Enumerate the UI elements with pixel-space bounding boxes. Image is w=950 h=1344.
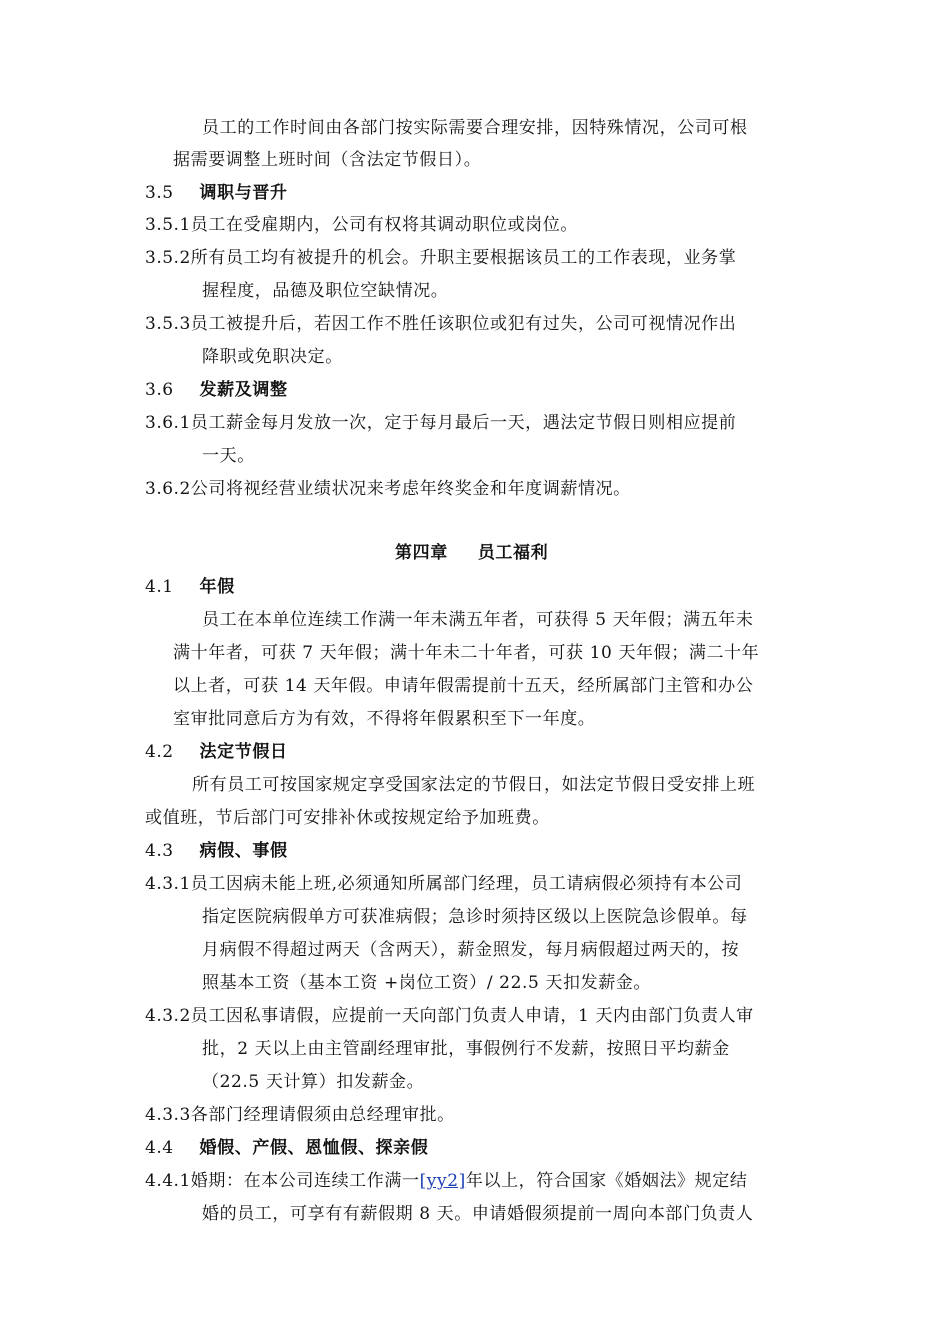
clause-4-3-1 (145, 872, 742, 896)
section-number: 4.2 (145, 742, 174, 762)
section-heading-3-6 (145, 378, 288, 402)
clause-number: 4.3.2 (145, 1006, 191, 1026)
clause-3-5-2 (145, 246, 736, 270)
clause-number: 4.4.1 (145, 1171, 191, 1191)
clause-text: 员工因病未能上班,必须通知所属部门经理，员工请病假必须持有本公司 (190, 874, 743, 894)
clause-text: 公司将视经营业绩状况来考虑年终奖金和年度调薪情况。 (190, 479, 631, 499)
section-title: 调职与晋升 (199, 183, 288, 203)
section-heading-3-5 (145, 181, 288, 205)
clause-text: 所有员工均有被提升的机会。升职主要根据该员工的工作表现，业务掌 (190, 248, 737, 268)
clause-3-5-3 (145, 312, 736, 336)
section-title: 发薪及调整 (199, 380, 288, 400)
clause-text-continued: 握程度，品德及职位空缺情况。 (202, 281, 449, 301)
clause-number: 3.5.3 (145, 314, 191, 334)
clause-text-continued: 降职或免职决定。 (202, 347, 343, 367)
clause-text-continued: 照基本工资（基本工资 +岗位工资）/ 22.5 天扣发薪金。 (202, 973, 652, 993)
chapter-heading (395, 541, 548, 565)
section-title: 婚假、产假、恩恤假、探亲假 (199, 1138, 429, 1158)
clause-text-continued: 婚的员工，可享有有薪假期 8 天。申请婚假须提前一周向本部门负责人 (202, 1204, 754, 1224)
section-heading-4-2 (145, 740, 288, 764)
section-heading-4-4 (145, 1136, 428, 1160)
section-number: 4.3 (145, 841, 174, 861)
clause-number: 3.6.2 (145, 479, 191, 499)
chapter-label: 第四章 (395, 543, 448, 563)
section-number: 4.1 (145, 577, 174, 597)
clause-number: 3.5.1 (145, 215, 191, 235)
clause-text: 员工被提升后，若因工作不胜任该职位或犯有过失，公司可视情况作出 (190, 314, 737, 334)
clause-text: 员工在受雇期内，公司有权将其调动职位或岗位。 (190, 215, 578, 235)
section-title: 法定节假日 (199, 742, 288, 762)
comment-reference-link[interactable]: [yy2] (419, 1171, 466, 1191)
clause-text-continued: 指定医院病假单方可获准病假；急诊时须持区级以上医院急诊假单。每 (202, 907, 748, 927)
section-title: 病假、事假 (199, 841, 288, 861)
clause-4-3-2 (145, 1004, 754, 1028)
clause-4-3-3 (145, 1103, 455, 1127)
section-number: 3.5 (145, 183, 174, 203)
clause-3-6-2 (145, 477, 631, 501)
paragraph-line: 员工在本单位连续工作满一年未满五年者，可获得 5 天年假；满五年未 (202, 610, 754, 630)
section-number: 3.6 (145, 380, 174, 400)
paragraph-line: 所有员工可按国家规定享受国家法定的节假日，如法定节假日受安排上班 (192, 775, 756, 795)
chapter-title: 员工福利 (477, 543, 549, 563)
clause-4-4-1 (145, 1169, 747, 1193)
section-heading-4-1 (145, 575, 235, 599)
clause-number: 4.3.1 (145, 874, 191, 894)
clause-text: 各部门经理请假须由总经理审批。 (190, 1105, 455, 1125)
clause-number: 4.3.3 (145, 1105, 191, 1125)
paragraph-line: 室审批同意后方为有效，不得将年假累积至下一年度。 (173, 709, 596, 729)
clause-text: 婚期：在本公司连续工作满一 (190, 1171, 420, 1191)
section-heading-4-3 (145, 839, 288, 863)
clause-text-continued: 批，2 天以上由主管副经理审批，事假例行不发薪，按照日平均薪金 (202, 1039, 730, 1059)
clause-text-continued: 一天。 (202, 446, 255, 466)
section-number: 4.4 (145, 1138, 174, 1158)
clause-text: 员工因私事请假，应提前一天向部门负责人申请，1 天内由部门负责人审 (190, 1006, 754, 1026)
clause-number: 3.5.2 (145, 248, 191, 268)
section-title: 年假 (199, 577, 235, 597)
clause-3-5-1 (145, 213, 578, 237)
clause-3-6-1 (145, 411, 736, 435)
paragraph-line: 满十年者，可获 7 天年假；满十年未二十年者，可获 10 天年假；满二十年 (173, 643, 760, 663)
clause-text: 年以上，符合国家《婚姻法》规定结 (465, 1171, 748, 1191)
clause-text-continued: （22.5 天计算）扣发薪金。 (202, 1072, 425, 1092)
paragraph-line: 员工的工作时间由各部门按实际需要合理安排，因特殊情况，公司可根 (202, 118, 748, 138)
paragraph-line: 以上者，可获 14 天年假。申请年假需提前十五天，经所属部门主管和办公 (173, 676, 754, 696)
clause-text: 员工薪金每月发放一次，定于每月最后一天，遇法定节假日则相应提前 (190, 413, 737, 433)
clause-text-continued: 月病假不得超过两天（含两天），薪金照发，每月病假超过两天的，按 (202, 940, 740, 960)
clause-number: 3.6.1 (145, 413, 191, 433)
paragraph-line: 据需要调整上班时间（含法定节假日）。 (173, 150, 482, 170)
paragraph-line: 或值班，节后部门可安排补休或按规定给予加班费。 (145, 808, 550, 828)
